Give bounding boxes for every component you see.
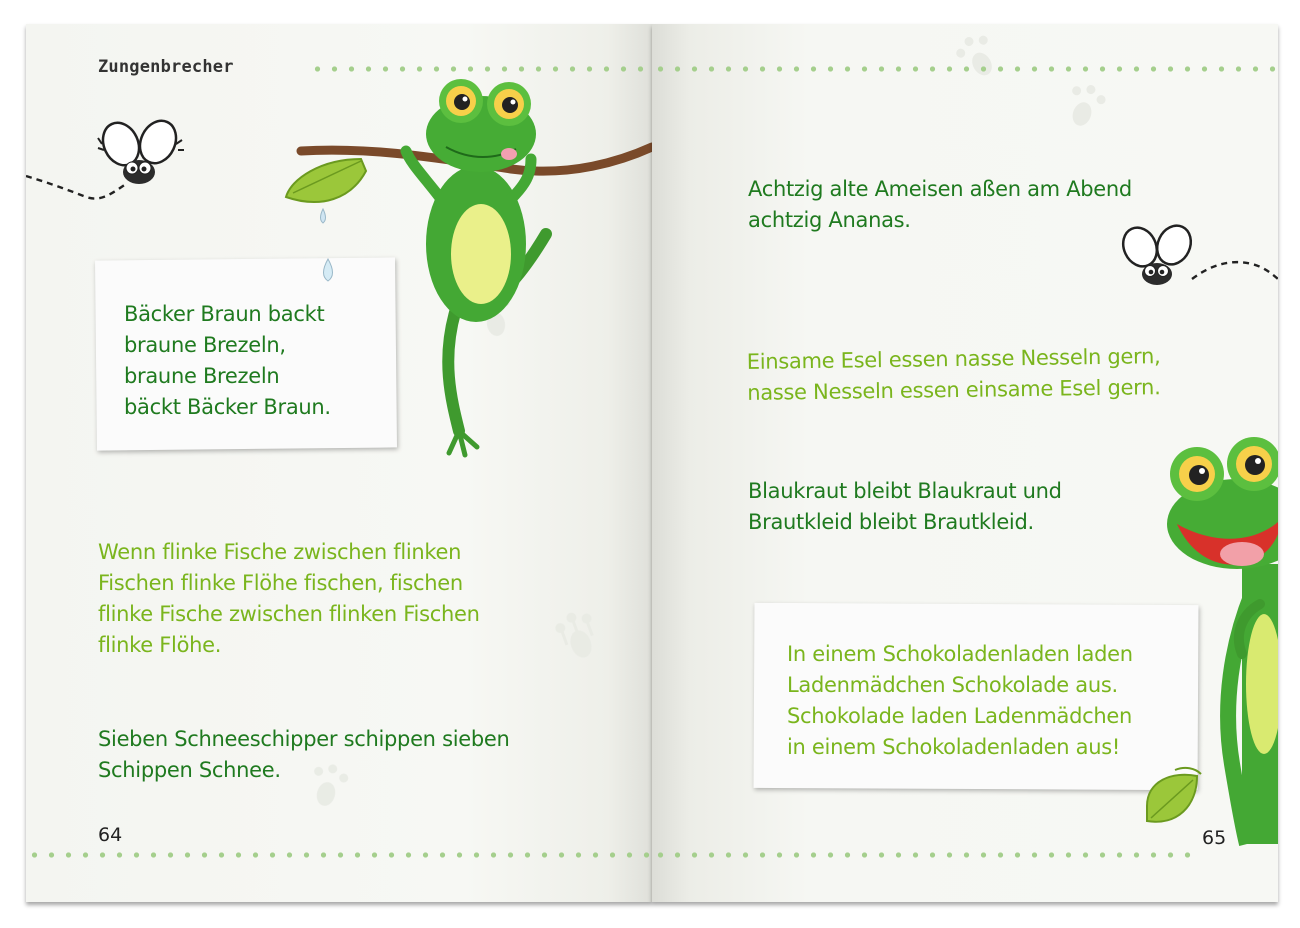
- page-number-left: 64: [98, 824, 123, 846]
- open-book: [26, 24, 1278, 902]
- tongue-twister-fische: Wenn flinke Fische zwischen flinken Fischen flinke Flöhe fischen, fischen flinke Fische zwischen flinken Fischen flinke Flöhe.: [98, 540, 480, 657]
- note-text: Bäcker Braun backt braune Brezeln, braune Brezeln bäckt Bäcker Braun.: [124, 302, 331, 419]
- note-text: In einem Schokoladenladen laden Ladenmädchen Schokolade aus. Schokolade laden Ladenmädchen in einem Schokoladenladen aus!: [787, 642, 1133, 759]
- leaf-icon: [1137, 766, 1207, 836]
- tongue-twister-esel: Einsame Esel essen nasse Nesseln gern, nasse Nesseln essen einsame Esel gern.: [746, 344, 1161, 405]
- bottom-dotted-border: [652, 852, 1192, 858]
- right-page: [652, 24, 1278, 902]
- fly-icon: [1102, 219, 1278, 319]
- tongue-twister-blaukraut: Blaukraut bleibt Blaukraut und Brautkleid bleibt Brautkleid.: [748, 479, 1062, 534]
- top-dotted-border: [652, 66, 1278, 72]
- bottom-dotted-border: [26, 852, 652, 858]
- page-number-right: 65: [1202, 827, 1227, 849]
- chapter-title: Zungenbrecher: [98, 57, 234, 77]
- tongue-twister-schnee: Sieben Schneeschipper schippen sieben Schippen Schnee.: [98, 727, 510, 782]
- frog-illustration: [281, 59, 652, 479]
- tongue-twister-ameisen: Achtzig alte Ameisen aßen am Abend achtzig Ananas.: [748, 177, 1132, 232]
- fly-icon: [26, 114, 226, 224]
- left-page: [26, 24, 652, 902]
